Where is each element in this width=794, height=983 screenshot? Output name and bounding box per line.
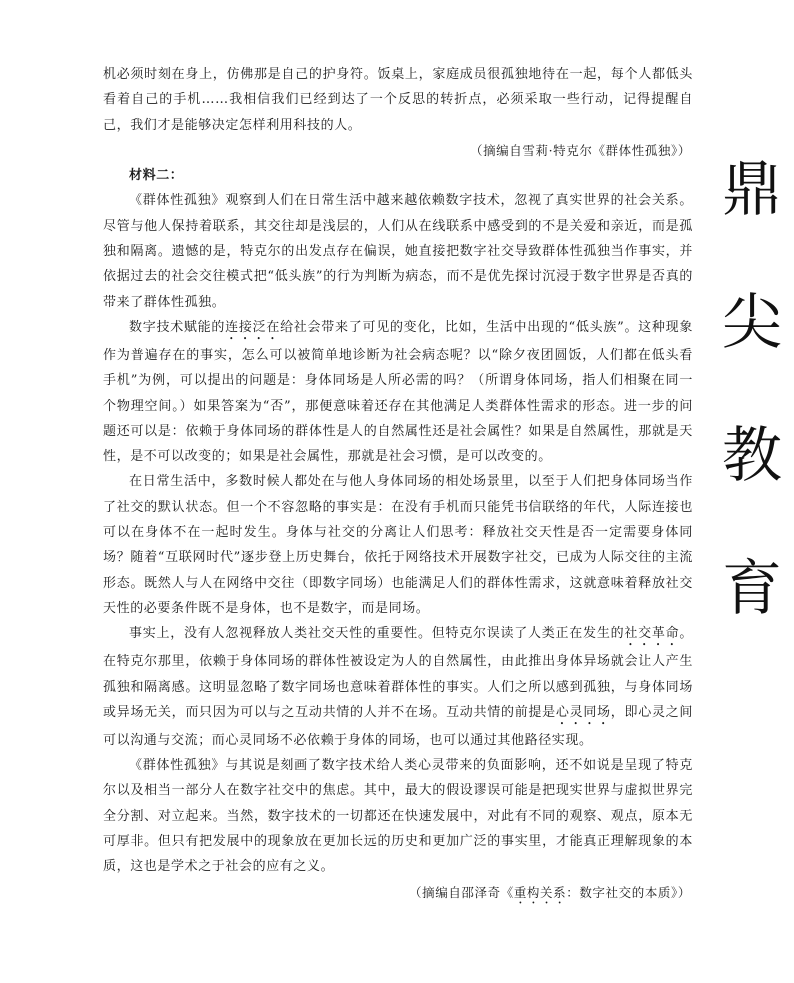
source-citation-2 — [103, 880, 693, 907]
paragraph-1: 《群体性孤独》观察到人们在日常生活中越来越依赖数字技术，忽视了真实世界的社会关系。尽管与他人保持着联系，其交往却是浅层的，人们从在线联系中感受到的不是关爱和亲近，而是孤独和隔离。遗憾的是，特克尔的出发点存在偏误，她直接把数字社交导致群体性孤独当作事实，并依据过去的社会交往模式把“低头族”的行为判断为病态，而不是优先探讨沉浸于数字世界是否真的带来了群体性孤独。 — [103, 193, 693, 310]
p4-text-c: ，即心灵之间可以沟通与交流；而心灵同场不必依赖于身体的同场，也可以通过其他路径实现。 — [103, 704, 693, 748]
watermark-char: 教 — [722, 421, 782, 491]
material-two-heading: 材料二： — [129, 168, 184, 184]
source2-text-a: （摘编自邵泽奇《 — [409, 884, 514, 900]
document-body — [103, 62, 693, 907]
p2-text-b: 给社会带来了可见的变化，比如，生活中出现的“低头族”。这种现象作为普遍存在的事实，怎么可以被简单地诊断为社会病态呢？以“除夕夜团圆饭，人们都在低头看手机”为例，可以提出的问题是：身体同场是人所必需的吗？（所谓身体同场，指人们相聚在同一个物理空间。）如果答案为“否”，那便意味着还存在其他满足人类群体性需求的形态。进一步的问题还可以是：依赖于身体同场的群体性是人的自然属性还是社会属性？如果是自然属性，那就是天性，是不可以改变的；如果是社会属性，那就是社会习惯，是可以改变的。 — [103, 319, 693, 465]
watermark-char: 鼎 — [722, 155, 782, 225]
paragraph-2 — [103, 315, 693, 469]
paragraph-3: 在日常生活中，多数时候人都处在与他人身体同场的相处场景里，以至于人们把身体同场当作了社交的默认状态。但一个不容忽略的事实是：在没有手机而只能凭书信联络的年代，人际连接也可以在身体不在一起时发生。身体与社交的分离让人们思考：释放社交天性是否一定需要身体同场？随着“互联网时代”逐步登上历史舞台，依托于网络技术开展数字社交，已成为人际交往的主流形态。既然人与人在网络中交往（即数字同场）也能满足人们的群体性需求，这就意味着释放社交天性的必要条件既不是身体，也不是数字，而是同场。 — [103, 474, 693, 616]
emphasis-connection-ubiquitous: 连接泛在 — [225, 319, 281, 335]
paragraph-5: 《群体性孤独》与其说是刻画了数字技术给人类心灵带来的负面影响，还不如说是呈现了特克尔以及相当一部分人在数字社交中的焦虑。其中，最大的假设谬误可能是把现实世界与虚拟世界完全分割、对立起来。当然，数字技术的一切都还在快速发展中，对此有不同的观察、观点，原本无可厚非。但只有把发展中的现象放在更加长远的历史和更加广泛的事实里，才能真正理解现象的本质，这也是学术之于社会的应有之义。 — [103, 758, 693, 875]
emphasis-reconstruct-relations: 重构关系 — [513, 884, 567, 900]
watermark-char: 育 — [722, 554, 782, 624]
paragraph-continued: 机必须时刻在身上，仿佛那是自己的护身符。饭桌上，家庭成员很孤独地待在一起，每个人都低头看着自己的手机……我相信我们已经到达了一个反思的转折点，必须采取一些行动，记得提醒自己，我们才是能够决定怎样利用科技的人。 — [103, 67, 693, 133]
watermark — [720, 155, 784, 692]
paragraph-4 — [103, 621, 693, 753]
p4-text-b: 。在特克尔那里，依赖于身体同场的群体性被设定为人的自然属性，由此推出身体异场就会让人产生孤独和隔离感。这明显忽略了数字同场也意味着群体性的事实。人们之所以感到孤独，与身体同场或异场无关，而只因为可以与之互动共情的人并不在场。互动共情的前提是 — [103, 626, 693, 720]
emphasis-mind-co-presence: 心灵同场 — [555, 704, 611, 720]
p4-text-a: 事实上，没有人忽视释放人类社交天性的重要性。但特克尔误读了人类正在发生的 — [129, 626, 625, 642]
watermark-char: 尖 — [722, 288, 782, 358]
emphasis-social-revolution: 社交革命 — [624, 626, 680, 642]
p2-text-a: 数字技术赋能的 — [129, 319, 226, 335]
source-citation-1: （摘编自雪莉·特克尔《群体性孤独》） — [469, 142, 691, 158]
source2-text-b: ：数字社交的本质》） — [566, 884, 691, 900]
